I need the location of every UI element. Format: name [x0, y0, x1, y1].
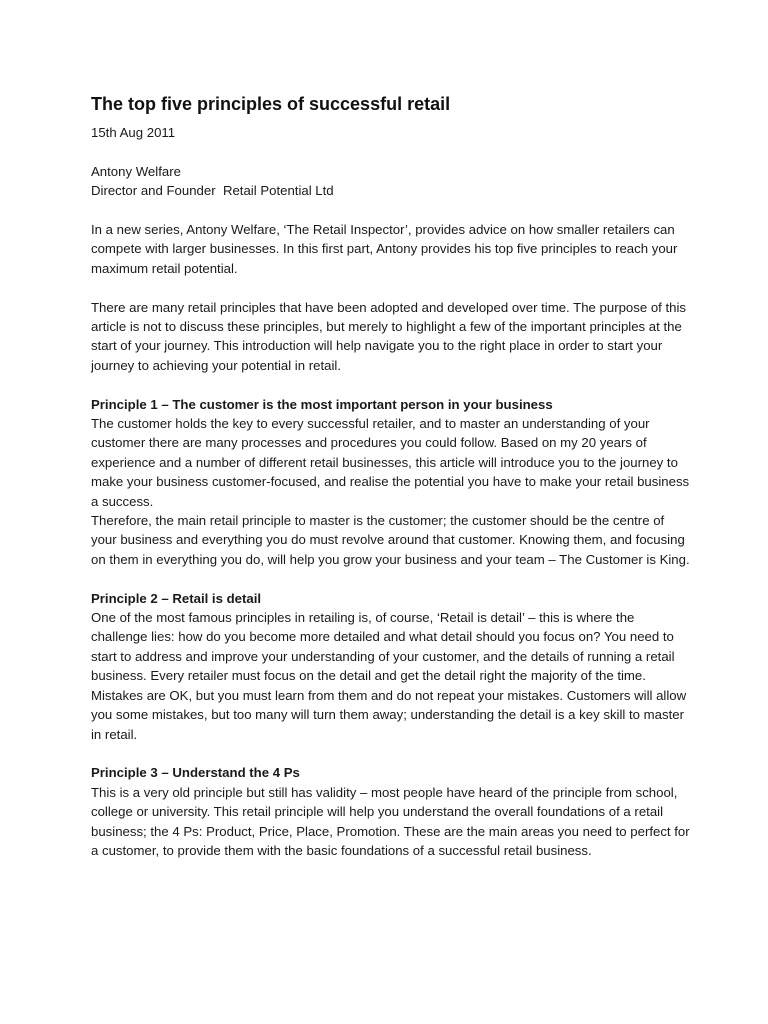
author-name: Antony Welfare — [91, 163, 181, 179]
principle-1-paragraph-1: The customer holds the key to every successful retailer, and to master an understanding of your customer there are many processes and procedures you could follow. Based on my 20 years of experience and a number of different retail businesses, this article will introduce you to the journey to make your business customer-focused, and realise the potential you have to make your retail business a success. — [91, 416, 690, 509]
principle-1-section — [91, 395, 691, 570]
article-title: The top five principles of successful retail — [91, 94, 451, 114]
author-block — [91, 162, 691, 201]
principle-3-heading: Principle 3 – Understand the 4 Ps — [91, 765, 300, 781]
principle-1-paragraph-2: Therefore, the main retail principle to master is the customer; the customer should be the centre of your business and everything you do must revolve around that customer. Knowing them, and focusing on them in everything you do, will help you grow your business and your team – The Customer is King. — [91, 513, 690, 567]
principle-3-section — [91, 763, 691, 860]
intro-paragraph: In a new series, Antony Welfare, ‘The Retail Inspector’, provides advice on how smaller retailers can compete with larger businesses. In this first part, Antony provides his top five principles to reach your maximum retail potential. — [91, 222, 678, 276]
principle-2-section — [91, 589, 691, 744]
principle-3-paragraph-1: This is a very old principle but still has validity – most people have heard of the principle from school, college or university. This retail principle will help you understand the overall foundations of a retail business; the 4 Ps: Product, Price, Place, Promotion. These are the main areas you need to perfect for a customer, to provide them with the basic foundations of a successful retail business. — [91, 784, 690, 858]
author-role: Director and Founder Retail Potential Ltd — [91, 183, 334, 199]
principle-2-paragraph-1: One of the most famous principles in retailing is, of course, ‘Retail is detail’ – this is where the challenge lies: how do you become more detailed and what detail should you focus on? You need to start to address and improve your understanding of your customer, and the details of running a retail business. Every retailer must focus on the detail and get the detail right the majority of the time. Mistakes are OK, but you must learn from them and do not repeat your mistakes. Customers will allow you some mistakes, but too many will turn them away; understanding the detail is a key skill to master in retail. — [91, 610, 687, 742]
article-date: 15th Aug 2011 — [91, 125, 176, 140]
document-page — [91, 93, 691, 880]
principle-1-heading: Principle 1 – The customer is the most important person in your business — [91, 396, 553, 412]
principle-2-heading: Principle 2 – Retail is detail — [91, 590, 262, 606]
overview-paragraph: There are many retail principles that have been adopted and developed over time. The purpose of this article is not to discuss these principles, but merely to highlight a few of the important principles at the start of your journey. This introduction will help navigate you to the right place in order to start your journey to achieving your potential in retail. — [91, 299, 687, 373]
